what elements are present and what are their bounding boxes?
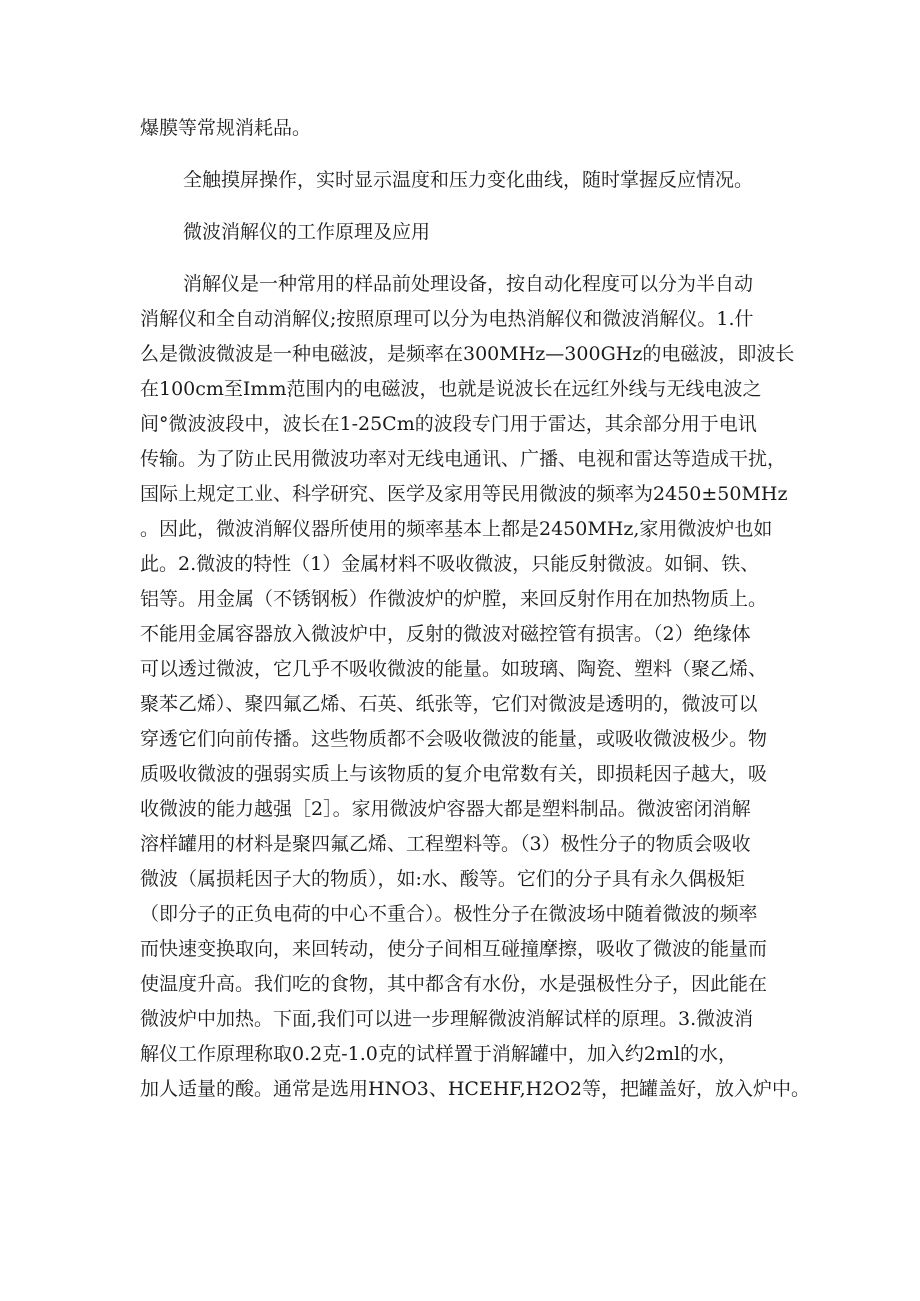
text-line: 爆膜等常规消耗品。 <box>140 117 312 139</box>
text-line: 不能用金属容器放入微波炉中，反射的微波对磁控管有损害。（2）绝缘体 <box>140 623 751 645</box>
text-line: 在100cm至Imm范围内的电磁波，也就是说波长在远红外线与无线电波之 <box>140 378 762 400</box>
text-line: 可以透过微波，它几乎不吸收微波的能量。如玻璃、陶瓷、塑料（聚乙烯、 <box>140 658 768 680</box>
text-line: 消解仪和全自动消解仪;按照原理可以分为电热消解仪和微波消解仪。1.什 <box>140 308 754 330</box>
text-line: 解仪工作原理称取0.2克-1.0克的试样置于消解罐中，加入约2ml的水， <box>140 1043 738 1065</box>
text-line: 聚苯乙烯）、聚四氟乙烯、石英、纸张等，它们对微波是透明的，微波可以 <box>140 693 758 715</box>
text-line: （即分子的正负电荷的中心不重合）。极性分子在微波场中随着微波的频率 <box>140 903 758 925</box>
text-line: 穿透它们向前传播。这些物质都不会吸收微波的能量，或吸收微波极少。物 <box>140 728 768 750</box>
text-line: 间°微波波段中，波长在1-25Cm的波段专门用于雷达，其余部分用于电讯 <box>140 413 757 435</box>
text-line: 此。2.微波的特性（1）金属材料不吸收微波，只能反射微波。如铜、铁、 <box>140 553 760 575</box>
text-line: 微波（属损耗因子大的物质），如:水、酸等。它们的分子具有永久偶极矩 <box>140 868 745 890</box>
text-line: 溶样罐用的材料是聚四氟乙烯、工程塑料等。（3）极性分子的物质会吸收 <box>140 833 751 855</box>
text-line: 国际上规定工业、科学研究、医学及家用等民用微波的频率为2450±50MHz <box>140 483 788 505</box>
text-line: 收微波的能力越强［2］。家用微波炉容器大都是塑料制品。微波密闭消解 <box>140 798 751 820</box>
text-line: 微波炉中加热。下面,我们可以进一步理解微波消解试样的原理。3.微波消 <box>140 1008 754 1030</box>
text-line: 传输。为了防止民用微波功率对无线电通讯、广播、电视和雷达等造成干扰， <box>140 448 787 470</box>
section-heading: 微波消解仪的工作原理及应用 <box>183 221 431 243</box>
text-line: 质吸收微波的强弱实质上与该物质的复介电常数有关，即损耗因子越大，吸 <box>140 763 768 785</box>
text-line: 使温度升高。我们吃的食物，其中都含有水份，水是强极性分子，因此能在 <box>140 973 768 995</box>
text-line: 全触摸屏操作，实时显示温度和压力变化曲线，随时掌握反应情况。 <box>183 169 754 191</box>
text-line: 铝等。用金属（不锈钢板）作微波炉的炉膛，来回反射作用在加热物质上。 <box>140 588 768 610</box>
text-line: 消解仪是一种常用的样品前处理设备，按自动化程度可以分为半自动 <box>183 273 754 295</box>
text-line: 而快速变换取向，来回转动，使分子间相互碰撞摩擦，吸收了微波的能量而 <box>140 938 768 960</box>
text-line: 么是微波微波是一种电磁波，是频率在300MHz—300GHz的电磁波，即波长 <box>140 343 795 365</box>
text-line: 。因此，微波消解仪器所使用的频率基本上都是2450MHz,家用微波炉也如 <box>140 518 773 540</box>
text-line: 加人适量的酸。通常是选用HNO3、HCEHF,H2O2等，把罐盖好，放入炉中。 <box>140 1078 810 1100</box>
